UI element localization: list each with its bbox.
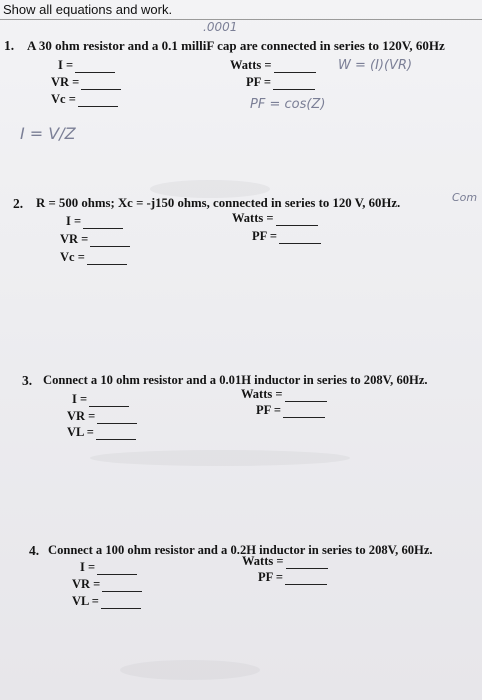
q1-pf-field: PF = [246, 75, 315, 90]
header-rule [0, 19, 482, 20]
question-4-number: 4. [29, 543, 40, 558]
q3-pf-field: PF = [256, 403, 325, 418]
question-1-number: 1. [4, 38, 15, 53]
q3-current-field: I = [72, 392, 129, 407]
q1-current-field: I = [58, 58, 115, 73]
bleed-through-smudge [120, 660, 260, 680]
page-heading: Show all equations and work. [3, 2, 173, 17]
handwritten-watts-formula: W = (I)(VR) [338, 58, 413, 73]
question-3-number: 3. [22, 373, 33, 388]
q4-watts-field: Watts = [242, 554, 328, 569]
q3-vr-field: VR = [67, 409, 137, 424]
question-2-text: R = 500 ohms; Xc = -j150 ohms, connected in series to 120 V, 60Hz. [36, 196, 401, 210]
q4-current-field: I = [80, 560, 137, 575]
q3-vl-field: VL = [67, 425, 136, 440]
q2-pf-field: PF = [252, 229, 321, 244]
handwritten-note-com: Com [452, 191, 478, 204]
handwritten-note-0001: .0001 [203, 20, 238, 34]
q2-vr-field: VR = [60, 232, 130, 247]
question-1-text: A 30 ohm resistor and a 0.1 milliF cap are connected in series to 120V, 60Hz [27, 38, 445, 53]
q1-vc-field: Vc = [51, 92, 118, 107]
q2-vc-field: Vc = [60, 250, 127, 265]
q3-watts-field: Watts = [241, 387, 327, 402]
handwritten-pf-formula: PF = cos(Z) [250, 97, 326, 112]
q1-vr-field: VR = [51, 75, 121, 90]
question-4-text: Connect a 100 ohm resistor and a 0.2H inductor in series to 208V, 60Hz. [48, 543, 433, 557]
q2-watts-field: Watts = [232, 211, 318, 226]
bleed-through-smudge [90, 450, 350, 466]
q2-current-field: I = [66, 214, 123, 229]
q1-watts-field: Watts = [230, 58, 316, 73]
handwritten-current-formula: I = V/Z [20, 124, 76, 143]
q4-vr-field: VR = [72, 577, 142, 592]
q4-vl-field: VL = [72, 594, 141, 609]
question-3-text: Connect a 10 ohm resistor and a 0.01H inductor in series to 208V, 60Hz. [43, 373, 428, 387]
question-2-number: 2. [13, 196, 24, 211]
q4-pf-field: PF = [258, 570, 327, 585]
